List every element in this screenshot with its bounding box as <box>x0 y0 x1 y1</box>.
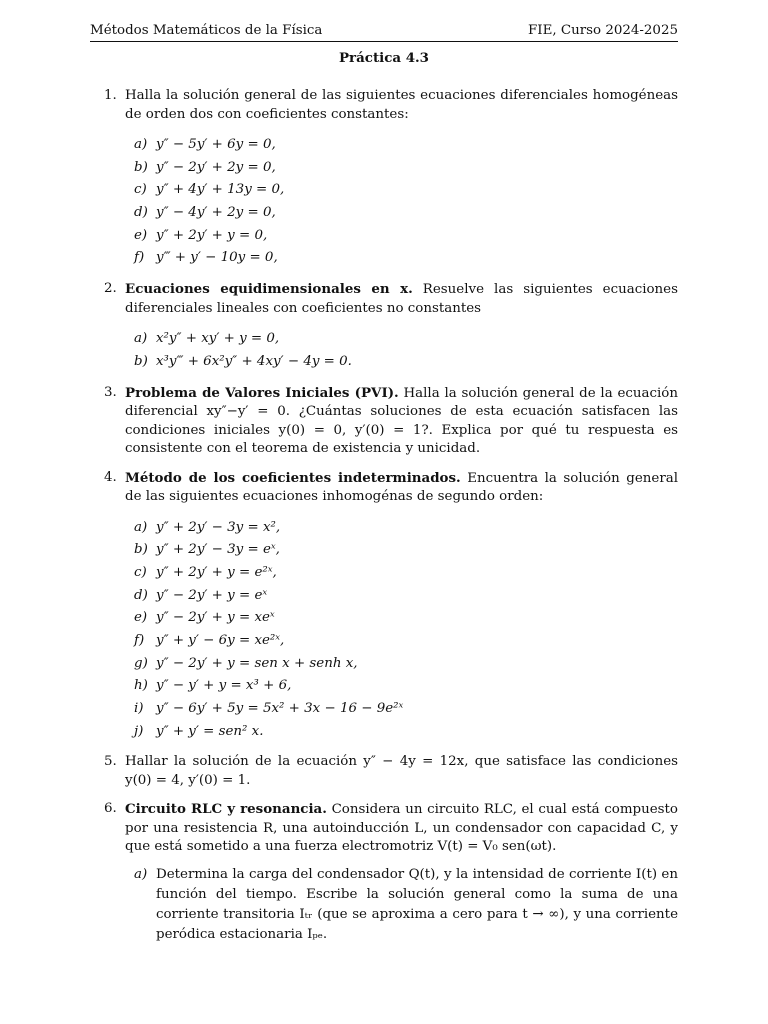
subitem <box>125 351 678 374</box>
subitem <box>125 328 678 351</box>
course-year: FIE, Curso 2024-2025 <box>527 22 678 38</box>
subitem <box>125 202 678 225</box>
problem-list <box>104 87 678 955</box>
equation: x³y‴ + 6x²y″ + 4xy′ − 4y = 0. <box>156 353 352 369</box>
problem-1 <box>104 87 678 270</box>
subitem-text: Determina la carga del condensador Q(t), y la intensidad de corriente I(t) en función del tiempo. Escribe la solución general como la suma de una corriente transitoria Iₜᵣ (que se aproxima a cero para t → ∞), y una corriente peródica estacionaria Iₚₑ. <box>156 866 678 942</box>
problem-text: Resuelve las siguientes ecuaciones diferenciales lineales con coeficientes no constantes <box>125 282 678 316</box>
subitem-letter: g) <box>134 655 148 671</box>
subitem-letter: b) <box>134 159 148 175</box>
equation: x²y″ + xy′ + y = 0, <box>156 331 280 347</box>
subitem-list <box>125 134 678 270</box>
problem-heading: Circuito RLC y resonancia. <box>125 801 327 818</box>
subitem-letter: i) <box>134 701 144 716</box>
subitem <box>125 630 678 653</box>
subitem-letter: b) <box>134 542 148 558</box>
equation: y″ + 2y′ − 3y = x², <box>156 519 281 535</box>
problem-5 <box>104 753 678 790</box>
problem-number: 5. <box>104 754 117 770</box>
subitem-list <box>125 328 678 373</box>
problem-heading: Método de los coeficientes indeterminados. <box>125 469 461 486</box>
equation: y″ − 2y′ + y = xeˣ <box>156 610 275 626</box>
subitem <box>125 698 678 721</box>
equation: y″ + y′ = sen² x. <box>156 723 264 739</box>
problem-4 <box>104 469 678 744</box>
problem-statement <box>125 800 678 857</box>
equation: y″ − 2y′ + 2y = 0, <box>156 159 276 175</box>
subitem-letter: h) <box>134 678 148 694</box>
problem-2 <box>104 280 678 373</box>
subitem-letter: c) <box>134 182 147 198</box>
subitem <box>125 865 678 945</box>
equation: y‴ + y′ − 10y = 0, <box>156 250 278 266</box>
subitem-letter: b) <box>134 353 148 369</box>
equation: y″ + 2y′ − 3y = eˣ, <box>156 542 280 558</box>
subitem-letter: e) <box>134 610 148 626</box>
equation: y″ + 2y′ + y = 0, <box>156 227 268 243</box>
subitem <box>125 179 678 202</box>
subitem-letter: j) <box>134 723 144 739</box>
equation: y″ + 2y′ + y = e²ˣ, <box>156 564 277 580</box>
problem-number: 4. <box>104 469 117 485</box>
problem-text: Halla la solución general de la ecuación diferencial xy″−y′ = 0. ¿Cuántas soluciones de esta ecuación satisfacen las condiciones iniciales y(0) = 0, y′(0) = 1?. Explica por qué tu respuesta es consistente con el teorema de existencia y unicidad. <box>125 385 678 456</box>
subitem <box>125 607 678 630</box>
problem-statement <box>125 280 678 318</box>
subitem-letter: a) <box>134 866 148 882</box>
subitem-letter: a) <box>134 137 148 152</box>
problem-number: 1. <box>104 88 117 103</box>
course-name: Métodos Matemáticos de la Física <box>90 22 323 38</box>
subitem <box>125 157 678 180</box>
subitem <box>125 562 678 585</box>
problem-text: Encuentra la solución general de las siguientes ecuaciones inhomogénas de segundo orden: <box>125 470 678 504</box>
problem-number: 2. <box>104 281 117 297</box>
subitem-letter: c) <box>134 564 147 580</box>
subitem <box>125 134 678 157</box>
problem-statement <box>125 384 678 459</box>
equation: y″ + y′ − 6y = xe²ˣ, <box>156 632 285 648</box>
subitem-letter: f) <box>134 250 145 266</box>
subitem <box>125 653 678 676</box>
problem-number: 3. <box>104 384 117 400</box>
subitem-letter: f) <box>134 632 145 648</box>
problem-statement: Hallar la solución de la ecuación y″ − 4y = 12x, que satisface las condiciones y(0) = 4, y′(0) = 1. <box>125 754 678 788</box>
problem-number: 6. <box>104 801 117 817</box>
subitem <box>125 721 678 744</box>
problem-heading: Problema de Valores Iniciales (PVI). <box>125 384 399 401</box>
subitem-letter: e) <box>134 227 148 243</box>
problem-statement: Halla la solución general de las siguientes ecuaciones diferenciales homogéneas de orden dos con coeficientes constantes: <box>125 88 678 122</box>
page-title: Práctica 4.3 <box>338 50 429 66</box>
equation: y″ − 2y′ + y = eˣ <box>156 587 268 603</box>
problem-text: Considera un circuito RLC, el cual está compuesto por una resistencia R, una autoinducción L, un condensador con capacidad C, y que está sometido a una fuerza electromotriz V(t) = V₀ sen(ωt). <box>125 802 678 855</box>
equation: y″ − 6y′ + 5y = 5x² + 3x − 16 − 9e²ˣ <box>156 701 404 716</box>
equation: y″ − y′ + y = x³ + 6, <box>156 678 292 694</box>
equation: y″ − 2y′ + y = sen x + senh x, <box>156 655 358 671</box>
problem-3 <box>104 384 678 459</box>
subitem-letter: a) <box>134 519 148 535</box>
subitem <box>125 517 678 540</box>
subitem-list <box>125 517 678 744</box>
problem-statement <box>125 469 678 507</box>
equation: y″ − 4y′ + 2y = 0, <box>156 205 276 221</box>
subitem <box>125 585 678 608</box>
problem-6 <box>104 800 678 945</box>
subitem <box>125 539 678 562</box>
subitem-letter: d) <box>134 205 148 221</box>
subitem <box>125 225 678 248</box>
page-header <box>90 18 678 42</box>
subitem <box>125 675 678 698</box>
equation: y″ − 5y′ + 6y = 0, <box>156 137 276 152</box>
problem-heading: Ecuaciones equidimensionales en x. <box>125 281 413 298</box>
subitem-letter: a) <box>134 331 148 347</box>
subitem <box>125 247 678 270</box>
equation: y″ + 4y′ + 13y = 0, <box>156 182 285 198</box>
subitem-letter: d) <box>134 587 148 603</box>
